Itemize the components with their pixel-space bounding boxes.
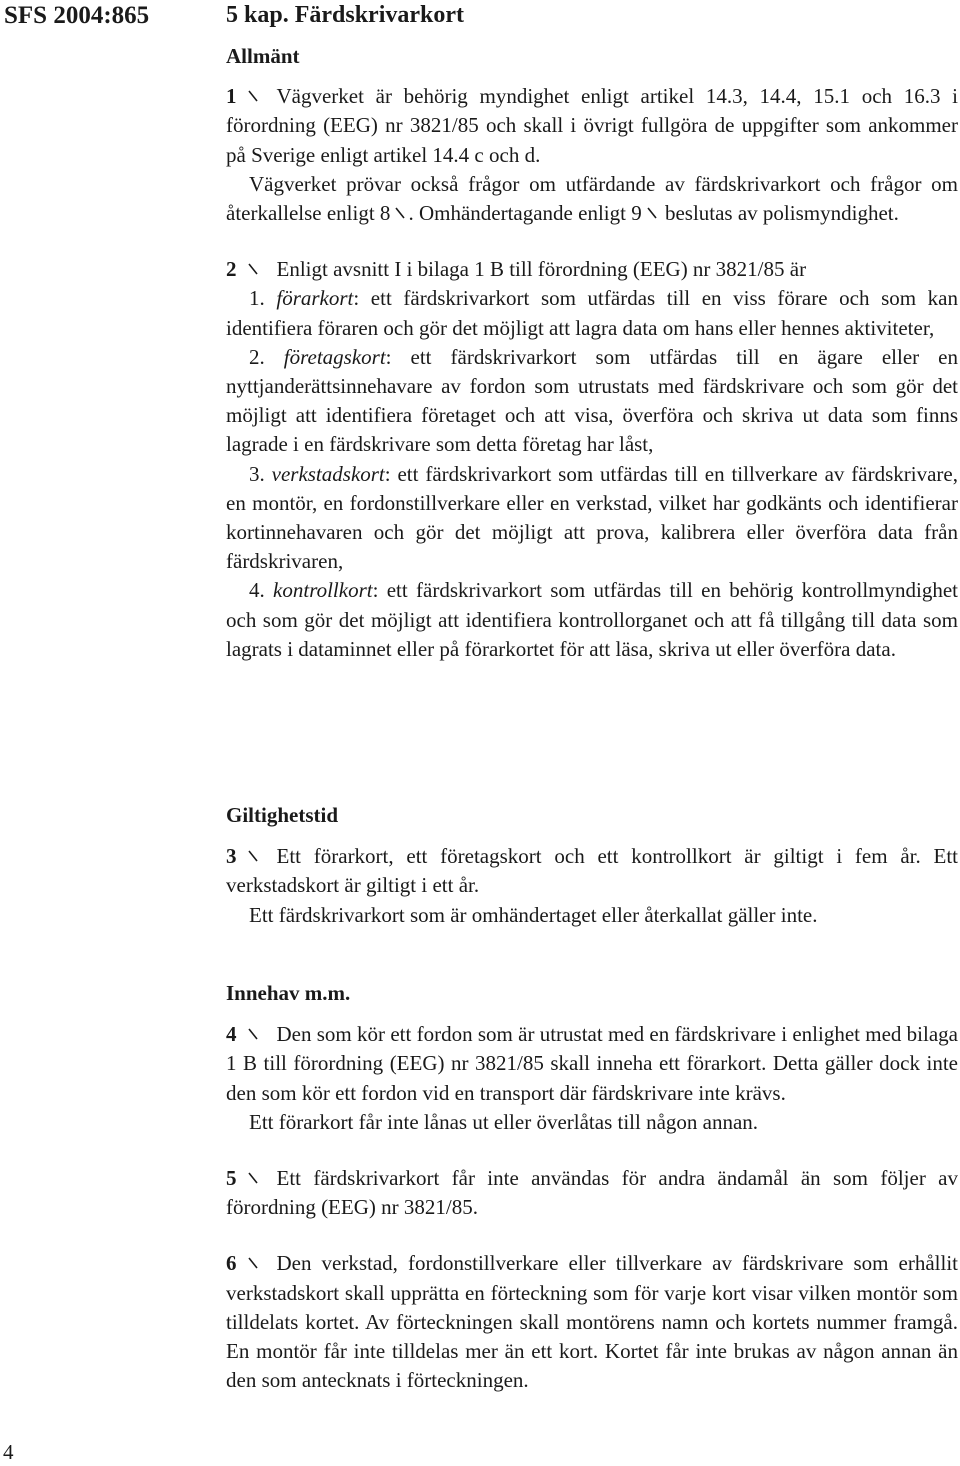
paragraph-text: Ett färdskrivarkort får inte användas för andra ändamål än som följer av förordning (EEG) nr 3821/85. [226,1166,958,1220]
text-span: . Omhändertagande enligt 9 [408,201,642,226]
section-sign-icon [247,259,259,279]
section-innehav [226,979,958,1395]
section-heading: Innehav m.m. [226,981,351,1005]
section-allmant [226,42,958,664]
paragraph-6 [226,1249,958,1395]
section-sign-icon [247,86,259,106]
item-term: företagskort [283,344,386,369]
paragraph-2 [226,255,958,664]
definition-item [226,576,958,664]
paragraph-3-second: Ett färdskrivarkort som är omhändertaget eller återkallat gäller inte. [249,902,818,927]
item-number: 3. [249,461,265,486]
paragraph-text: Den som kör ett fordon som är utrustat med en färdskrivare i enlighet med bilaga 1 B till förordning (EEG) nr 3821/85 skall inneha ett förarkort. Detta gäller dock inte den som kör ett fordon vid en transport där färdskrivare inte krävs. [226,1022,958,1105]
paragraph-text: Ett förarkort, ett företagskort och ett kontrollkort är giltigt i fem år. Ett verkstadskort är giltigt i ett år. [226,844,958,898]
paragraph-text: Enligt avsnitt I i bilaga 1 B till förordning (EEG) nr 3821/85 är [276,257,807,282]
paragraph-5-text [226,1164,958,1222]
item-text: : ett färdskrivarkort som utfärdas till en viss förare och som kan identifiera föraren och gör det möjligt att lagra data om hans eller hennes aktiviteter, [226,286,958,340]
section-number: 1 [226,84,237,109]
section-number: 6 [226,1251,237,1276]
paragraph-1-second [226,170,958,228]
definition-item [226,284,958,342]
section-giltighetstid [226,801,958,930]
section-sign-icon [247,1253,259,1273]
item-number: 4. [249,578,265,603]
item-term: förarkort [276,286,354,311]
paragraph-6-text [226,1249,958,1395]
section-number: 4 [226,1022,237,1047]
section-number: 5 [226,1166,237,1191]
item-number: 1. [249,286,265,311]
paragraph-1-text [226,82,958,170]
item-term: kontrollkort [273,578,373,603]
definition-item [226,460,958,577]
page-number: 4 [3,1440,14,1464]
text-span: Vägverket prövar också frågor om utfärdande av färdskrivarkort och frågor om återkallelse enligt 8 [226,171,958,226]
section-sign-icon [247,1168,259,1188]
item-text: : ett färdskrivarkort som utfärdas till en ägare eller en nyttjanderättsinnehavare av fordon som utrustats med färdskrivare och som gör det möjligt att identifiera företaget och att visa, överföra och skriva ut data som finns lagrade i en färdskrivare som detta företag har låst, [226,344,959,457]
section-sign-icon [646,203,658,223]
paragraph-5 [226,1164,958,1222]
paragraph-4 [226,1020,958,1137]
section-sign-icon [247,1024,259,1044]
paragraph-text: Den verkstad, fordonstillverkare eller tillverkare av färdskrivare som erhållit verkstadskort skall upprätta en förteckning som för varje kort visar vilken montör som tilldelats kortet. Av förteckningen skall montörens namn och kortets nummer framgå. En montör får inte tilldelas mer än ett kort. Kortet får inte brukas av någon annan än den som antecknats i förteckningen. [226,1251,958,1393]
item-number: 2. [249,344,265,369]
text-span: beslutas av polismyndighet. [659,201,899,226]
paragraph-4-second: Ett förarkort får inte lånas ut eller överlåtas till någon annan. [249,1109,759,1134]
item-text: : ett färdskrivarkort som utfärdas till en behörig kontrollmyndighet och som gör det möjligt att identifiera kontrollorganet och att få tillgång till data som lagrats i dataminnet eller på förarkortet för att läsa, skriva ut eller överföra data. [226,578,958,661]
paragraph-3-text [226,842,958,900]
section-sign-icon [394,203,406,223]
paragraph-4-text [226,1020,958,1108]
section-heading: Allmänt [226,44,300,68]
definition-item [226,343,958,460]
paragraph-text: Vägverket är behörig myndighet enligt artikel 14.3, 14.4, 15.1 och 16.3 i förordning (EEG) nr 3821/85 och skall i övrigt fullgöra de uppgifter som ankommer på Sverige enligt artikel 14.4 c och d. [226,84,958,167]
chapter-title: 5 kap. Färdskrivarkort [226,2,465,28]
section-heading: Giltighetstid [226,803,339,827]
sfs-number: SFS 2004:865 [4,2,150,29]
section-number: 3 [226,844,237,869]
item-text: : ett färdskrivarkort som utfärdas till en tillverkare av färdskrivare, en montör, en fordonstillverkare eller en verkstad, vilket har godkänts och identifierar kortinnehavaren och gör det möjligt att prova, kalibrera eller överföra data från färdskrivaren, [226,461,959,574]
section-number: 2 [226,257,237,282]
section-sign-icon [247,846,259,866]
paragraph-1 [226,82,958,228]
paragraph-2-intro [226,255,958,284]
item-term: verkstadskort [271,461,385,486]
paragraph-3 [226,842,958,930]
